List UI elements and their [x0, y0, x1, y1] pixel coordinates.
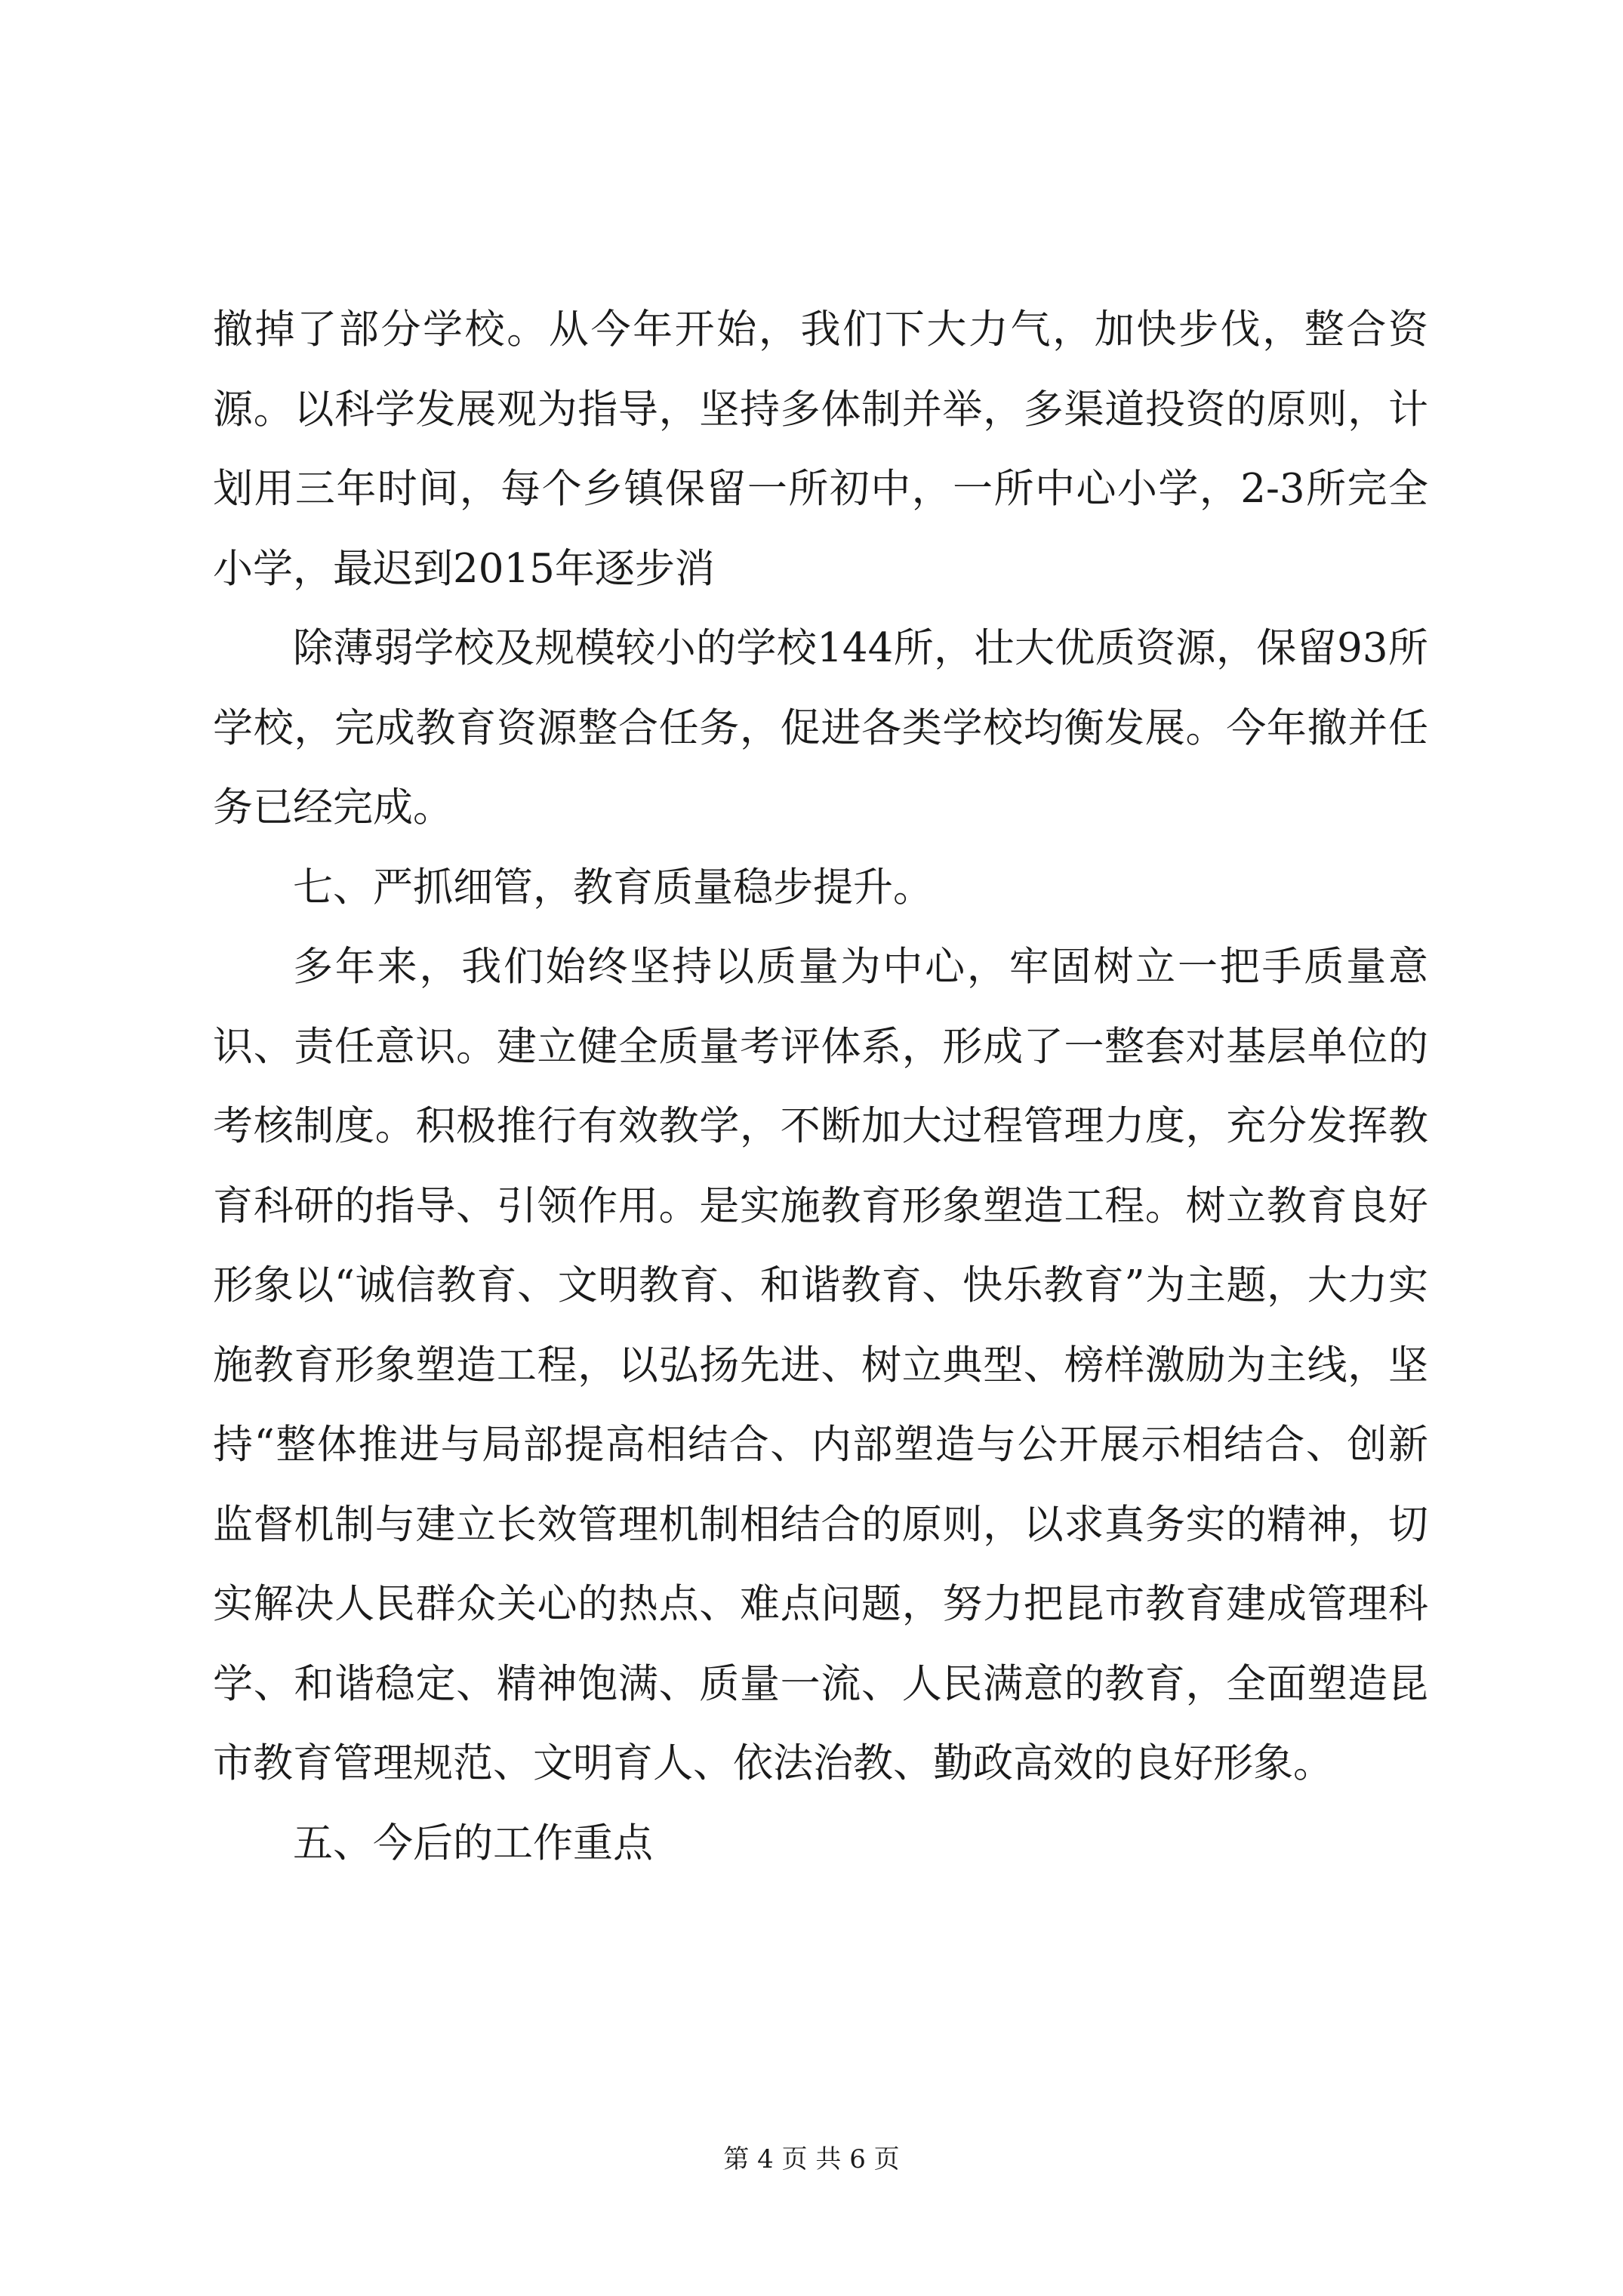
paragraph-resource-integration: 除薄弱学校及规模较小的学校144所，壮大优质资源，保留93所学校，完成教育资源整合任务，促进各类学校均衡发展。今年撤并任务已经完成。: [213, 625, 1428, 831]
paragraph-quality-management: 多年来，我们始终坚持以质量为中心，牢固树立一把手质量意识、责任意识。建立健全质量考评体系，形成了一整套对基层单位的考核制度。积极推行有效教学，不断加大过程管理力度，充分发挥教育科研的指导、引领作用。是实施教育形象塑造工程。树立教育良好形象以“诚信教育、文明教育、和谐教育、快乐教育”为主题，大力实施教育形象塑造工程，以弘扬先进、树立典型、榜样激励为主线，坚持“整体推进与局部提高相结合、内部塑造与公开展示相结合、创新监督机制与建立长效管理机制相结合的原则，以求真务实的精神，切实解决人民群众关心的热点、难点问题，努力把昆市教育建成管理科学、和谐稳定、精神饱满、质量一流、人民满意的教育，全面塑造昆市教育管理规范、文明育人、依法治教、勤政高效的良好形象。: [213, 944, 1428, 1786]
section-heading-future-work: 五、今后的工作重点: [293, 1820, 653, 1866]
paragraph-continuation: 撤掉了部分学校。从今年开始，我们下大力气，加快步伐，整合资源。以科学发展观为指导，坚持多体制并举，多渠道投资的原则，计划用三年时间，每个乡镇保留一所初中，一所中心小学，2-3所完全小学，最迟到2015年逐步消: [213, 307, 1428, 592]
section-heading-quality: 七、严抓细管，教育质量稳步提升。: [293, 864, 933, 911]
page-number-footer: 第 4 页 共 6 页: [723, 2144, 900, 2174]
document-body: [213, 290, 1428, 1883]
